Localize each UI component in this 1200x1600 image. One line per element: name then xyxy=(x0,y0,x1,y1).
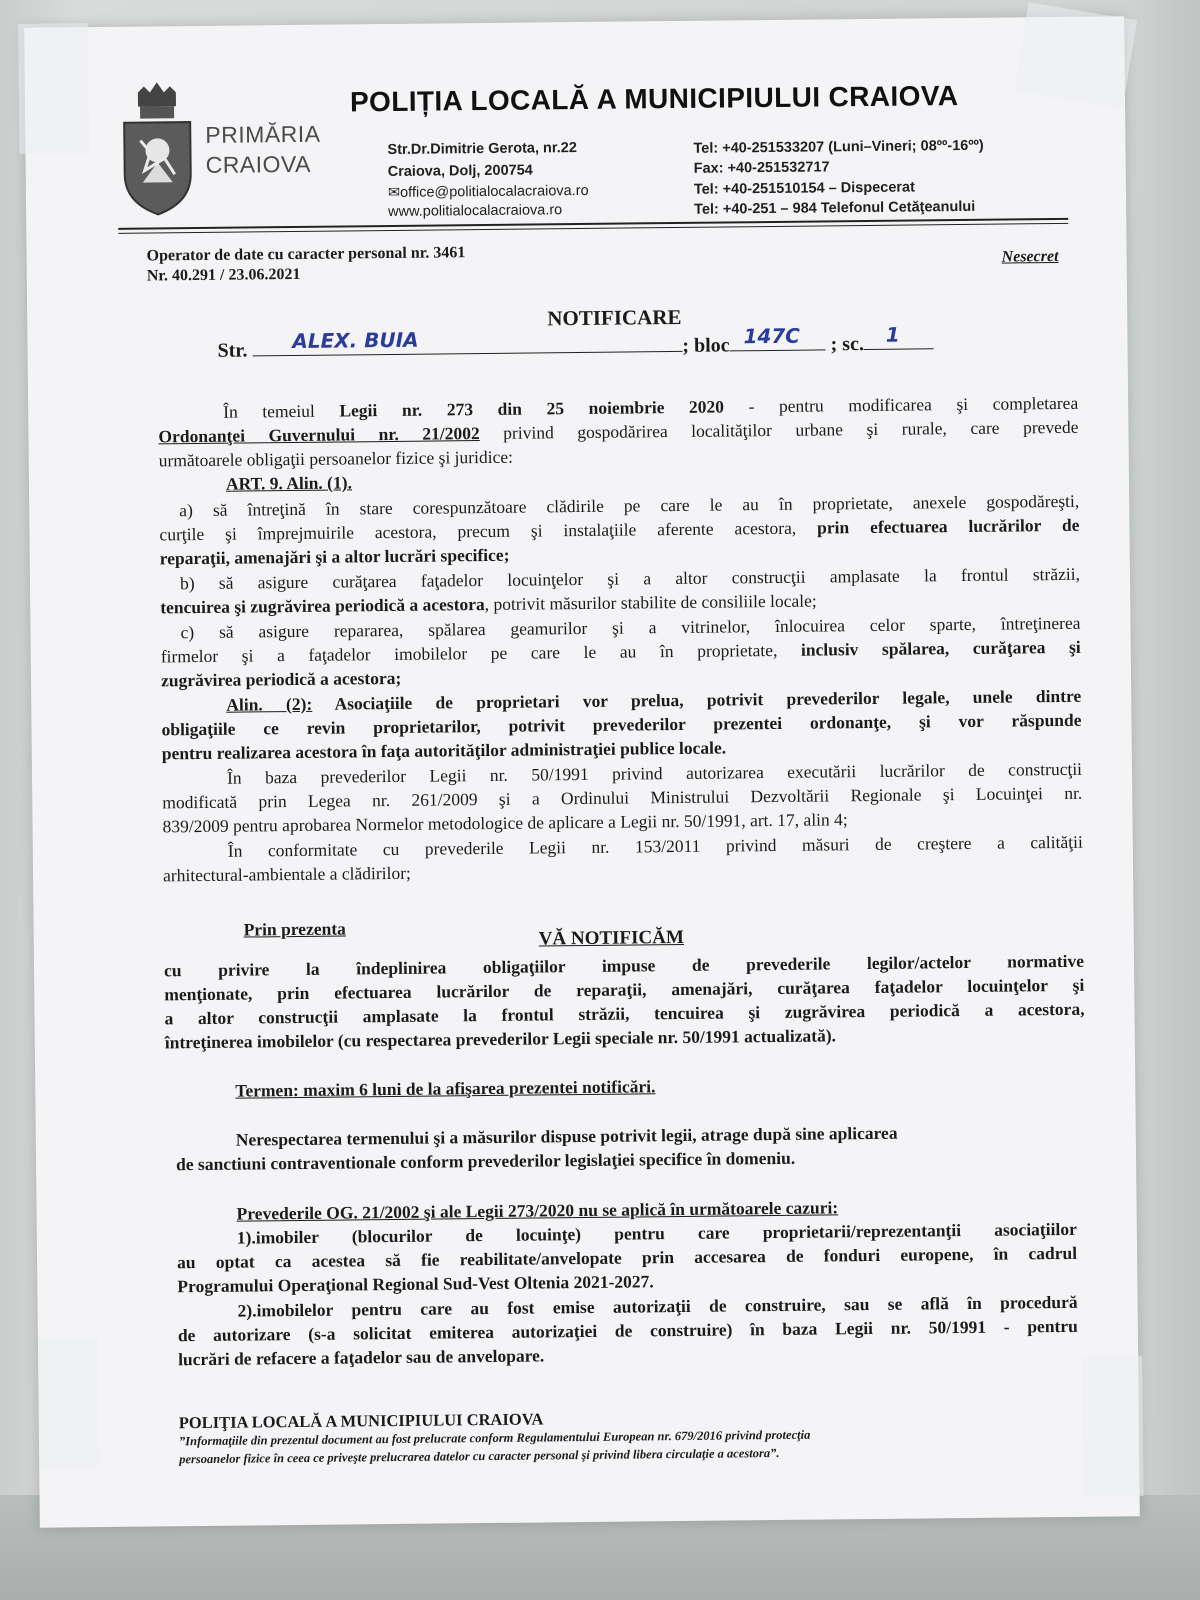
tape-strip xyxy=(1014,2,1137,109)
item-c-line-3: zugrăvirea periodică a acestora; xyxy=(160,667,402,691)
email-line xyxy=(388,183,589,201)
exception-2-line-2: de autorizare (s-a solicitat emiterea autorizaţiei de construire) în baza Legii nr. 50/1991 - pentru xyxy=(177,1315,1078,1346)
notice-sheet xyxy=(24,16,1140,1527)
address-form xyxy=(217,322,934,363)
email-text: office@politialocalacraiova.ro xyxy=(399,182,589,201)
exception-1-line-2: au optat ca acestea să fie reabilitate/anvelopate prin accesarea de fonduri europene, în cadrul xyxy=(177,1242,1078,1273)
item-b-text: , potrivit măsurilor stabilite de consiliile locale; xyxy=(484,590,817,615)
legal-basis-line-2: modificată prin Legea nr. 261/2009 şi a Ordinului Ministrului Dezvoltării Regionale şi Locuinţei nr. xyxy=(162,782,1083,813)
exception-2-line-1: 2).imobilelor pentru care au fost emise autorizaţii de construire, sau se află în procedură xyxy=(237,1291,1078,1321)
operator-number: Operator de date cu caracter personal nr. 3461 xyxy=(146,244,466,265)
alin2-line-3: pentru realizarea acestora în faţa autorităţilor administraţiei publice locale. xyxy=(161,737,727,764)
exception-1-line-1: 1).imobiler (blocurilor de locuinţe) pentru care proprietarii/reprezentanţii asociaţiilor xyxy=(236,1218,1077,1248)
article-heading: ART. 9. Alin. (1). xyxy=(225,472,353,494)
gdpr-line-1: ”Informaţiile din prezentul document au fost prelucrate conform Regulamentului European nr. 679/2016 privind protecţia xyxy=(178,1427,811,1449)
item-b-line-1: b) să asigure curăţarea faţadelor locuinţelor şi a altor construcţii amplasate la frontul străzii, xyxy=(179,563,1081,594)
intro-line-3: următoarele obligaţii persoanelor fizice şi juridice: xyxy=(158,446,514,471)
street-label: Str. xyxy=(217,339,248,362)
conformity-line-1: În conformitate cu prevederile Legii nr. 153/2011 privind măsuri de creştere a calităţii xyxy=(227,831,1083,861)
prin-prezenta: Prin prezenta xyxy=(243,918,346,940)
deadline: Termen: maxim 6 luni de la afişarea prezentei notificări. xyxy=(235,1076,656,1101)
notification-line-2: menţionate, prin efectuarea lucrărilor de reparaţii, amenajări, curăţarea faţadelor locuinţelor şi xyxy=(164,974,1085,1005)
craiova-coat-of-arms-icon xyxy=(120,78,195,219)
street-field xyxy=(252,327,682,357)
sc-field xyxy=(864,322,934,350)
item-a-text: curţile şi împrejmuirile acestora, precum şi instalaţiile aferente acestora, xyxy=(159,517,818,545)
ordinance-reference: Ordonanţei Guvernului nr. 21/2002 xyxy=(158,423,480,447)
notification-line-1: cu privire la îndeplinirea obligaţiilor impuse de prevederile legilor/actelor normative xyxy=(163,950,1085,981)
address-street: Str.Dr.Dimitrie Gerota, nr.22 xyxy=(387,140,577,159)
notification-line-3: a altor construcţii amplasate la frontul străzii, tencuirea şi zugrăvirea periodică a acestora, xyxy=(164,998,1085,1029)
item-a-line-1: a) să întreţină în stare corespunzătoare clădirile pe care le au în proprietate, anexele gospodăreşti, xyxy=(179,490,1080,521)
exception-2-line-3: lucrări de refacere a faţadelor sau de anvelopare. xyxy=(178,1345,545,1370)
classification-label: Nesecret xyxy=(1001,247,1059,266)
exceptions-heading: Prevederile OG. 21/2002 şi ale Legii 273/2020 nu se aplică în următoarele cazuri: xyxy=(236,1197,839,1224)
fax: Fax: +40-251532717 xyxy=(693,159,830,177)
legal-basis-line-3: 839/2009 pentru aprobarea Normelor metodologice de aplicare a Legii nr. 50/1991, art. 17, alin 4; xyxy=(162,809,848,837)
sc-value: 1 xyxy=(885,322,900,347)
item-b-bold: tencuirea şi zugrăvirea periodică a acestora xyxy=(160,594,485,618)
intro-text: - pentru modificarea şi completarea xyxy=(723,392,1079,417)
envelope-icon: ✉ xyxy=(387,184,401,202)
intro-text: În temeiul xyxy=(223,400,340,422)
intro-text: privind gospodărirea localităţilor urbane şi rurale, care prevede xyxy=(479,416,1079,444)
alin2-line-2: obligaţiile ce revin proprietarilor, potrivit prevederilor prezentei ordonanţe, şi vor răspunde xyxy=(161,709,1082,740)
item-c-line-1: c) să asigure repararea, spălarea geamurilor şi a vitrinelor, înlocuirea celor sparte, întreţinerea xyxy=(180,612,1081,643)
item-a-bold: prin efectuarea lucrărilor de xyxy=(817,514,1080,538)
item-c-text: firmelor şi a faţadelor imobilelor pe care le au în proprietate, xyxy=(160,639,802,667)
phone-main: Tel: +40-251533207 (Luni–Vineri; 08ºº-16ºº) xyxy=(693,137,984,157)
alin2-text: Asociaţiile de proprietari vor prelua, potrivit prevederilor legale, unele dintre xyxy=(312,685,1082,714)
street-value: ALEX. BUIA xyxy=(292,327,419,354)
alin2-label: Alin. (2): xyxy=(226,693,313,715)
noncompliance-line-2: de sanctiuni contraventionale conform prevederilor legislaţiei specifice în domeniu. xyxy=(175,1147,796,1175)
bloc-field xyxy=(729,323,825,351)
tape-strip xyxy=(38,1337,99,1468)
exception-1-line-3: Programului Operaţional Regional Sud-Vest Oltenia 2021-2027. xyxy=(177,1271,654,1297)
bloc-label: ; bloc xyxy=(682,334,730,357)
tape-strip xyxy=(1082,1356,1143,1497)
conformity-line-2: arhitectural-ambientale a clădirilor; xyxy=(162,862,411,886)
footer-agency: POLIŢIA LOCALĂ A MUNICIPIULUI CRAIOVA xyxy=(178,1409,544,1433)
law-reference: Legii nr. 273 din 25 noiembrie 2020 xyxy=(339,396,725,421)
tape-strip xyxy=(18,23,89,154)
website: www.politialocalacraiova.ro xyxy=(388,202,563,220)
city-label: CRAIOVA xyxy=(205,150,312,178)
item-c-bold: inclusiv spălarea, curăţarea şi xyxy=(800,636,1081,660)
gdpr-line-2: persoanelor fizice în ceea ce priveşte prelucrarea datelor cu caracter personal şi privind libera circulaţie a acestora”. xyxy=(179,1445,780,1467)
legal-basis-line-1: În baza prevederilor Legii nr. 50/1991 privind autorizarea executării lucrărilor de construcţii xyxy=(226,758,1083,788)
va-notificam: VĂ NOTIFICĂM xyxy=(538,926,684,950)
agency-title: POLIȚIA LOCALĂ A MUNICIPIULUI CRAIOVA xyxy=(349,80,959,118)
phone-dispatch: Tel: +40-251510154 – Dispecerat xyxy=(693,179,915,198)
phone-citizen: Tel: +40-251 – 984 Telefonul Cetăţeanului xyxy=(694,198,976,218)
notification-line-4: întreţinerea imobilelor (cu respectarea prevederilor Legii speciale nr. 50/1991 actualizată). xyxy=(164,1025,837,1053)
registration-number: Nr. 40.291 / 23.06.2021 xyxy=(146,265,301,285)
address-city: Craiova, Dolj, 200754 xyxy=(387,162,533,181)
document-title: NOTIFICARE xyxy=(547,304,682,331)
noncompliance-line-1: Nerespectarea termenului şi a măsurilor dispuse potrivit legii, atrage după sine aplicarea xyxy=(235,1122,898,1150)
item-a-line-3: reparaţii, amenajări şi a altor lucrări specifice; xyxy=(159,544,510,569)
sc-label: ; sc. xyxy=(830,333,865,356)
primaria-label: PRIMĂRIA xyxy=(205,120,321,148)
bloc-value: 147C xyxy=(743,323,801,349)
